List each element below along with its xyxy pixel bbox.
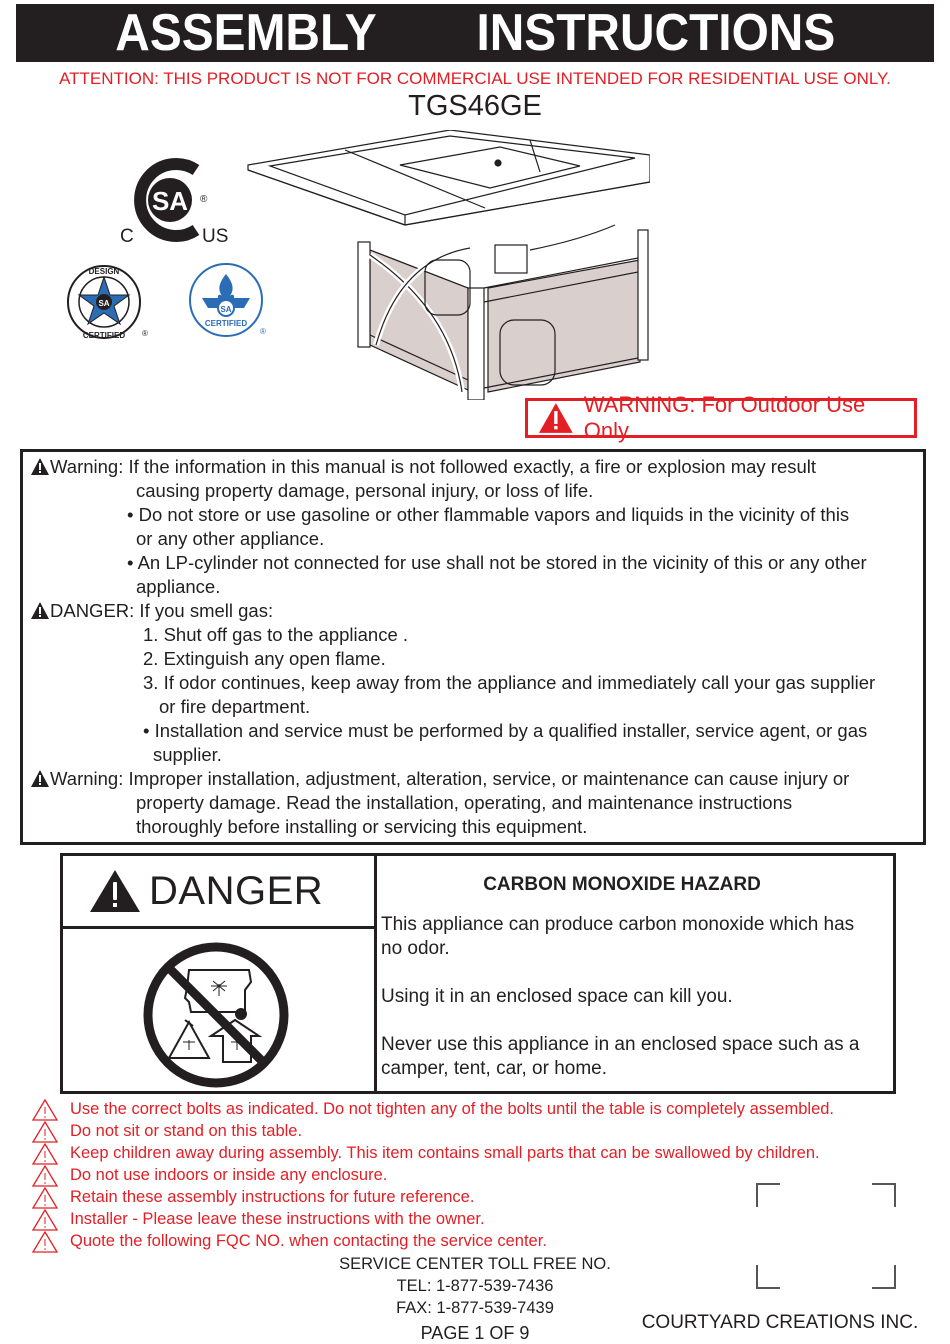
hazard-text: camper, tent, car, or home. xyxy=(381,1058,607,1079)
service-fax: FAX: 1-877-539-7439 xyxy=(396,1299,554,1317)
caution-triangle-icon xyxy=(32,1165,58,1187)
danger-triangle-icon xyxy=(89,869,141,913)
service-tel: TEL: 1-877-539-7436 xyxy=(396,1277,554,1295)
warning-triangle-icon xyxy=(31,770,49,787)
danger-header xyxy=(63,856,374,929)
svg-text:DESIGN: DESIGN xyxy=(88,267,120,276)
warning-line: causing property damage, personal injury, or loss of life. xyxy=(136,480,594,501)
svg-text:CERTIFIED: CERTIFIED xyxy=(204,319,248,328)
fire-pit-table-image xyxy=(240,130,650,400)
warning-line: Warning: Improper installation, adjustment, alteration, service, or maintenance can cause injury or xyxy=(31,767,849,791)
design-certified-seal xyxy=(66,262,152,347)
caution-triangle-icon xyxy=(32,1121,58,1143)
warning-line: • Installation and service must be performed by a qualified installer, service agent, or gas xyxy=(143,720,868,741)
svg-text:SA: SA xyxy=(151,186,189,216)
corner-mark xyxy=(872,1183,896,1207)
carbon-monoxide-danger-panel xyxy=(60,853,896,1094)
csa-us-label: US xyxy=(202,226,229,247)
warning-line: or fire department. xyxy=(159,696,311,717)
danger-heading: DANGER xyxy=(149,868,324,913)
model-number: TGS46GE xyxy=(408,90,542,122)
warning-line: • An LP-cylinder not connected for use shall not be stored in the vicinity of this or any other xyxy=(127,552,867,573)
hazard-text: This appliance can produce carbon monoxide which has xyxy=(381,914,855,935)
outdoor-warning-text: WARNING: For Outdoor Use Only xyxy=(583,392,866,443)
svg-text:®: ® xyxy=(200,194,208,205)
caution-triangle-icon xyxy=(32,1231,58,1253)
svg-text:CERTIFIED: CERTIFIED xyxy=(82,331,126,340)
page-title: ASSEMBLY INSTRUCTIONS xyxy=(115,4,835,62)
title-banner xyxy=(16,4,934,62)
warning-line: • Do not store or use gasoline or other flammable vapors and liquids in the vicinity of this xyxy=(127,504,850,525)
corner-mark xyxy=(756,1183,780,1207)
gas-safety-warnings xyxy=(20,449,926,845)
no-enclosed-space-pictogram xyxy=(141,940,291,1095)
caution-triangle-icon xyxy=(32,1209,58,1231)
corner-mark xyxy=(872,1265,896,1289)
warning-triangle-icon xyxy=(31,458,49,475)
csa-c-label: C xyxy=(120,226,134,247)
svg-text:SA: SA xyxy=(98,299,110,308)
company-name: COURTYARD CREATIONS INC. xyxy=(641,1312,919,1333)
design-certified-star-icon xyxy=(66,262,152,342)
fqc-number-box xyxy=(756,1183,896,1289)
warning-triangle-icon xyxy=(538,402,574,434)
csa-cus-mark xyxy=(118,152,238,252)
danger-left-column xyxy=(63,856,377,1091)
caution-triangle-icon xyxy=(32,1187,58,1209)
warning-line: property damage. Read the installation, operating, and maintenance instructions xyxy=(136,792,793,813)
danger-line: DANGER: If you smell gas: xyxy=(31,599,273,623)
danger-right-column xyxy=(377,856,893,1091)
warning-line: Warning: If the information in this manual is not followed exactly, a fire or explosion may result xyxy=(31,455,816,479)
caution-triangle-icon xyxy=(32,1143,58,1165)
prohibition-icon xyxy=(141,940,291,1090)
warning-line: thoroughly before installing or servicing this equipment. xyxy=(136,816,588,837)
hazard-text: Using it in an enclosed space can kill you. xyxy=(381,986,733,1007)
svg-text:®: ® xyxy=(260,327,266,336)
warning-line: supplier. xyxy=(153,744,222,765)
service-heading: SERVICE CENTER TOLL FREE NO. xyxy=(339,1255,611,1273)
hazard-text: Never use this appliance in an enclosed space such as a xyxy=(381,1034,860,1055)
hazard-title: CARBON MONOXIDE HAZARD xyxy=(483,874,761,895)
caution-triangle-icon xyxy=(32,1099,58,1121)
warning-line: 1. Shut off gas to the appliance . xyxy=(143,624,409,645)
warning-line: 2. Extinguish any open flame. xyxy=(143,648,386,669)
hazard-text: no odor. xyxy=(381,938,450,959)
warning-line: or any other appliance. xyxy=(136,528,325,549)
outdoor-use-warning xyxy=(525,392,917,443)
attention-notice: ATTENTION: THIS PRODUCT IS NOT FOR COMMERCIAL USE INTENDED FOR RESIDENTIAL USE ONLY. xyxy=(59,69,891,88)
warning-triangle-icon xyxy=(31,602,49,619)
warning-line: 3. If odor continues, keep away from the appliance and immediately call your gas supplier xyxy=(143,672,876,693)
svg-text:SA: SA xyxy=(220,305,232,314)
corner-mark xyxy=(756,1265,780,1289)
warning-line: appliance. xyxy=(136,576,221,597)
product-illustration xyxy=(240,130,650,405)
svg-text:®: ® xyxy=(142,329,148,338)
page-number: PAGE 1 OF 9 xyxy=(420,1323,530,1343)
